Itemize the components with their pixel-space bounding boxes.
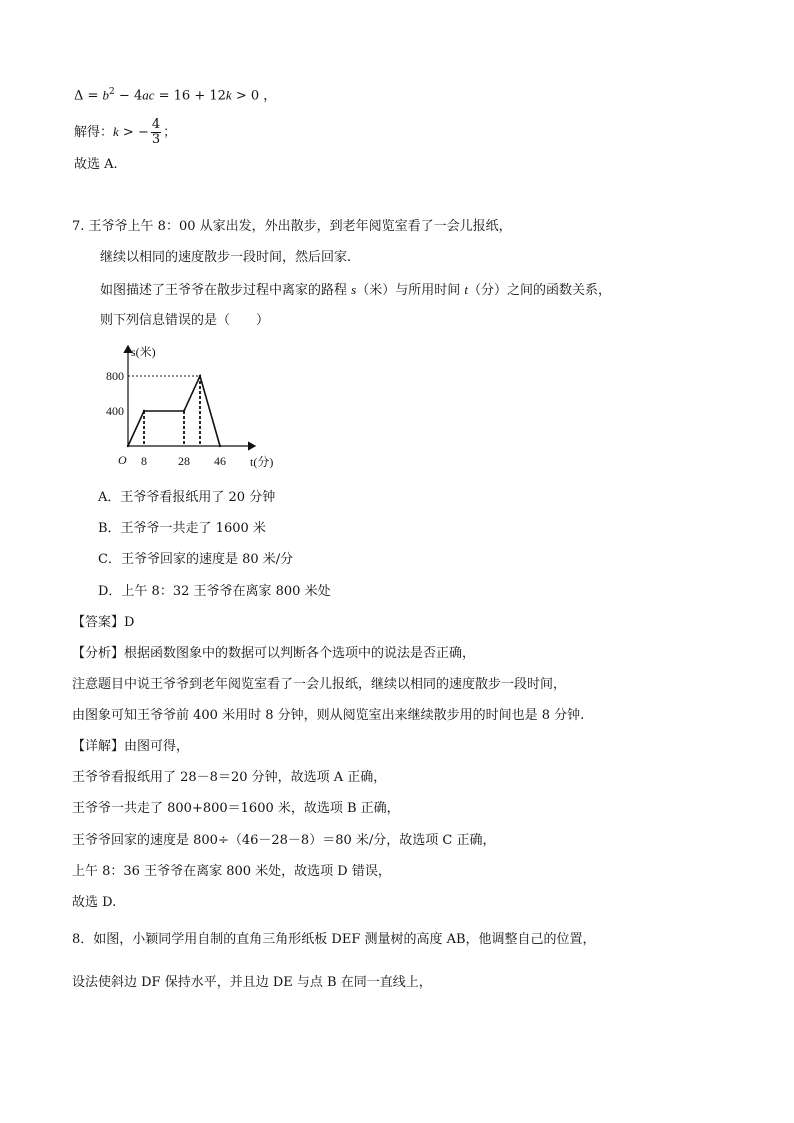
detail-line-4: 上午 8：36 王爷爷在离家 800 米处，故选项 D 错误， <box>72 864 391 879</box>
q7-stem-4: 则下列信息错误的是（ ） <box>100 313 270 328</box>
choose-d: 故选 D. <box>72 895 117 910</box>
fraction: $\frac{4}{3}$ <box>151 117 161 147</box>
detail-line-1: 王爷爷看报纸用了 28－8＝20 分钟，故选项 A 正确， <box>72 770 387 785</box>
x-axis-label: t(分) <box>250 455 274 469</box>
answer-line: 【答案】D <box>72 615 135 630</box>
analysis-line-1: 【分析】根据函数图象中的数据可以判断各个选项中的说法是否正确， <box>72 646 476 661</box>
q8-stem-1: 8．如图，小颖同学用自制的直角三角形纸板 DEF 测量树的高度 AB，他调整自己的位置， <box>72 932 596 947</box>
detail-line-3: 王爷爷回家的速度是 800÷（46－28－8）＝80 米/分，故选项 C 正确， <box>72 833 496 848</box>
choose-a: 故选 A. <box>74 157 118 172</box>
x-tick-label: 28 <box>178 454 190 468</box>
y-axis-label: s(米) <box>131 345 156 359</box>
option-c: C．王爷爷回家的速度是 80 米/分 <box>98 552 294 567</box>
data-point <box>219 445 221 447</box>
option-b: B．王爷爷一共走了 1600 米 <box>98 521 266 536</box>
origin-label: O <box>118 453 127 467</box>
q8-stem-2: 设法使斜边 DF 保持水平，并且边 DE 与点 B 在同一直线上， <box>72 975 432 990</box>
series-line <box>128 376 220 446</box>
q7-stem-3: 如图描述了王爷爷在散步过程中离家的路程 s（米）与所用时间 t（分）之间的函数关系， <box>100 282 611 298</box>
delta-equation: $\Delta = b^2 - 4ac = 16 + 12k > 0$ ， <box>74 87 277 104</box>
q7-stem-2: 继续以相同的速度散步一段时间，然后回家. <box>100 250 352 265</box>
option-d: D．上午 8：32 王爷爷在离家 800 米处 <box>98 584 331 599</box>
y-tick-label: 400 <box>106 404 124 418</box>
detail-intro: 【详解】由图可得， <box>72 739 190 754</box>
distance-time-graph <box>100 340 290 480</box>
solve-line: 解得：k > − $\frac{4}{3}$ ； <box>74 117 177 147</box>
q7-stem-1: 7. 王爷爷上午 8：00 从家出发，外出散步，到老年阅览室看了一会儿报纸， <box>72 219 512 234</box>
analysis-line-2: 注意题目中说王爷爷到老年阅览室看了一会儿报纸，继续以相同的速度散步一段时间， <box>72 677 567 692</box>
option-a: A．王爷爷看报纸用了 20 分钟 <box>98 490 276 505</box>
detail-line-2: 王爷爷一共走了 800+800＝1600 米，故选项 B 正确， <box>72 801 400 816</box>
x-tick-label: 8 <box>141 454 147 468</box>
data-point <box>127 445 129 447</box>
x-tick-label: 46 <box>214 454 226 468</box>
y-tick-label: 800 <box>106 369 124 383</box>
analysis-line-3: 由图象可知王爷爷前 400 米用时 8 分钟，则从阅览室出来继续散步用的时间也是 8 分钟. <box>72 708 585 723</box>
